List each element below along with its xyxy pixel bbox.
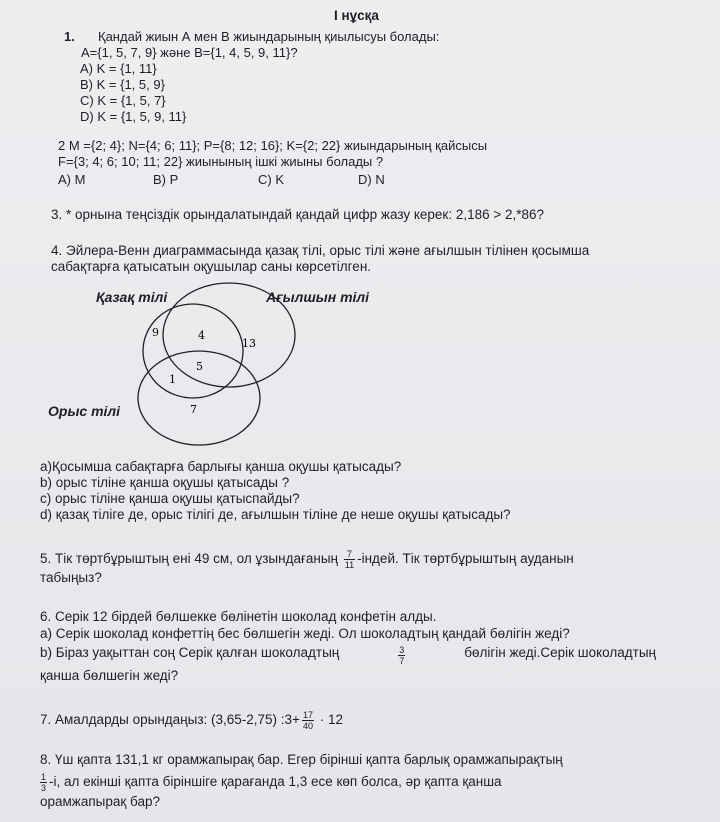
q7-fraction-num: 17 [302, 710, 313, 720]
q1-sets: A={1, 5, 7, 9} және B={1, 4, 5, 9, 11}? [81, 45, 298, 60]
q4-sub-c: c) орыс тіліне қанша оқушы қатыспайды? [40, 491, 300, 506]
q5-fraction-den: 11 [344, 560, 355, 570]
venn-count-kazakh-russian: 1 [169, 373, 176, 386]
q5-text-pre: 5. Тік төртбұрыштың ені 49 см, ол ұзындағаның [40, 551, 338, 567]
q3-text: 3. * орнына теңсіздік орындалатындай қандай цифр жазу керек: 2,186 > 2,*86? [51, 207, 545, 222]
venn-count-english-only: 13 [242, 337, 256, 350]
q7-fraction [302, 710, 314, 731]
q7-line [40, 710, 343, 731]
q2-line2: F={3; 4; 6; 10; 11; 22} жиынының ішкі жиыны болады ? [58, 154, 384, 169]
venn-count-kazakh-english: 4 [198, 329, 205, 342]
venn-count-russian-only: 7 [190, 403, 197, 416]
q1-text: Қандай жиын А мен В жиындарының қиылысуы болады: [98, 29, 440, 44]
q1-option-b: B) K = {1, 5, 9} [80, 77, 165, 92]
q5-fraction [344, 549, 355, 570]
venn-circle-kazakh [143, 304, 243, 398]
q5-text-post: -індей. Тік төртбұрыштың ауданын [357, 551, 574, 567]
q2-option-c: C) K [258, 172, 284, 187]
q8-fraction [40, 772, 47, 793]
q6-line4: қанша бөлшегін жеді? [40, 668, 179, 683]
q1-option-a: A) K = {1, 11} [80, 61, 157, 76]
q7-text-post: · 12 [319, 712, 343, 728]
q6-fraction [398, 645, 405, 666]
q8-line3: орамжапырақ бар? [40, 794, 160, 809]
variant-title: I нұсқа [334, 8, 379, 23]
venn-count-all-three: 5 [196, 360, 203, 373]
q4-sub-a: a)Қосымша сабақтарға барлығы қанша оқушы қатысады? [40, 459, 402, 474]
q8-line2 [40, 772, 502, 793]
q4-sub-b: b) орыс тіліне қанша оқушы қатысады ? [40, 475, 290, 490]
q6-fraction-num: 3 [399, 645, 405, 655]
q2-option-b: B) P [153, 172, 179, 187]
q6-line3-post: бөлігін жеді.Серік шоколадтың [464, 645, 656, 660]
q8-line1: 8. Үш қапта 131,1 кг орамжапырақ бар. Егер бірінші қапта барлық орамжапырақтың [40, 752, 563, 767]
q6-line1: 6. Серік 12 бірдей бөлшекке бөлінетін шоколад конфетін алды. [40, 609, 437, 624]
q1-number: 1. [64, 29, 75, 44]
q1-option-d: D) K = {1, 5, 9, 11} [80, 109, 187, 124]
q4-line2: сабақтарға қатысатын оқушылар саны көрсетілген. [51, 259, 372, 274]
venn-label-russian: Орыс тілі [48, 403, 121, 419]
q6-line3 [40, 645, 656, 666]
q2-option-a: A) M [58, 172, 86, 187]
q5-line2: табыңыз? [40, 570, 102, 585]
venn-label-kazakh: Қазақ тілі [96, 289, 168, 305]
venn-label-english: Ағылшын тілі [266, 289, 370, 305]
venn-circle-russian [138, 351, 260, 445]
q1-option-c: C) K = {1, 5, 7} [80, 93, 166, 108]
q6-fraction-den: 7 [399, 656, 405, 666]
q7-fraction-den: 40 [302, 721, 313, 731]
q5-fraction-num: 7 [344, 549, 355, 560]
q7-text-pre: 7. Амалдарды орындаңыз: (3,65-2,75) :3+ [40, 712, 300, 728]
q6-line2: a) Серік шоколад конфеттің бес бөлшегін жеді. Ол шоколадтың қандай бөлігін жеді? [40, 626, 570, 641]
q2-option-d: D) N [358, 172, 385, 187]
q6-line3-pre: b) Біраз уақыттан соң Серік қалған шоколадтың [40, 645, 340, 660]
q5-line1 [40, 549, 574, 570]
q4-sub-d: d) қазақ тіліге де, орыс тілігі де, ағылшын тіліне де неше оқушы қатысады? [40, 507, 511, 522]
q2-line1: 2 M ={2; 4}; N={4; 6; 11}; P={8; 12; 16}; K={2; 22} жиындарының қайсысы [58, 138, 488, 153]
venn-count-kazakh-only: 9 [152, 326, 159, 339]
q4-line1: 4. Эйлера-Венн диаграммасында қазақ тілі, орыс тілі және ағылшын тілінен қосымша [51, 243, 590, 258]
q8-fraction-num: 1 [41, 772, 47, 782]
q8-fraction-den: 3 [41, 783, 47, 793]
q8-line2-post: -і, ал екінші қапта біріншіге қарағанда 1,3 есе көп болса, әр қапта қанша [49, 774, 502, 790]
